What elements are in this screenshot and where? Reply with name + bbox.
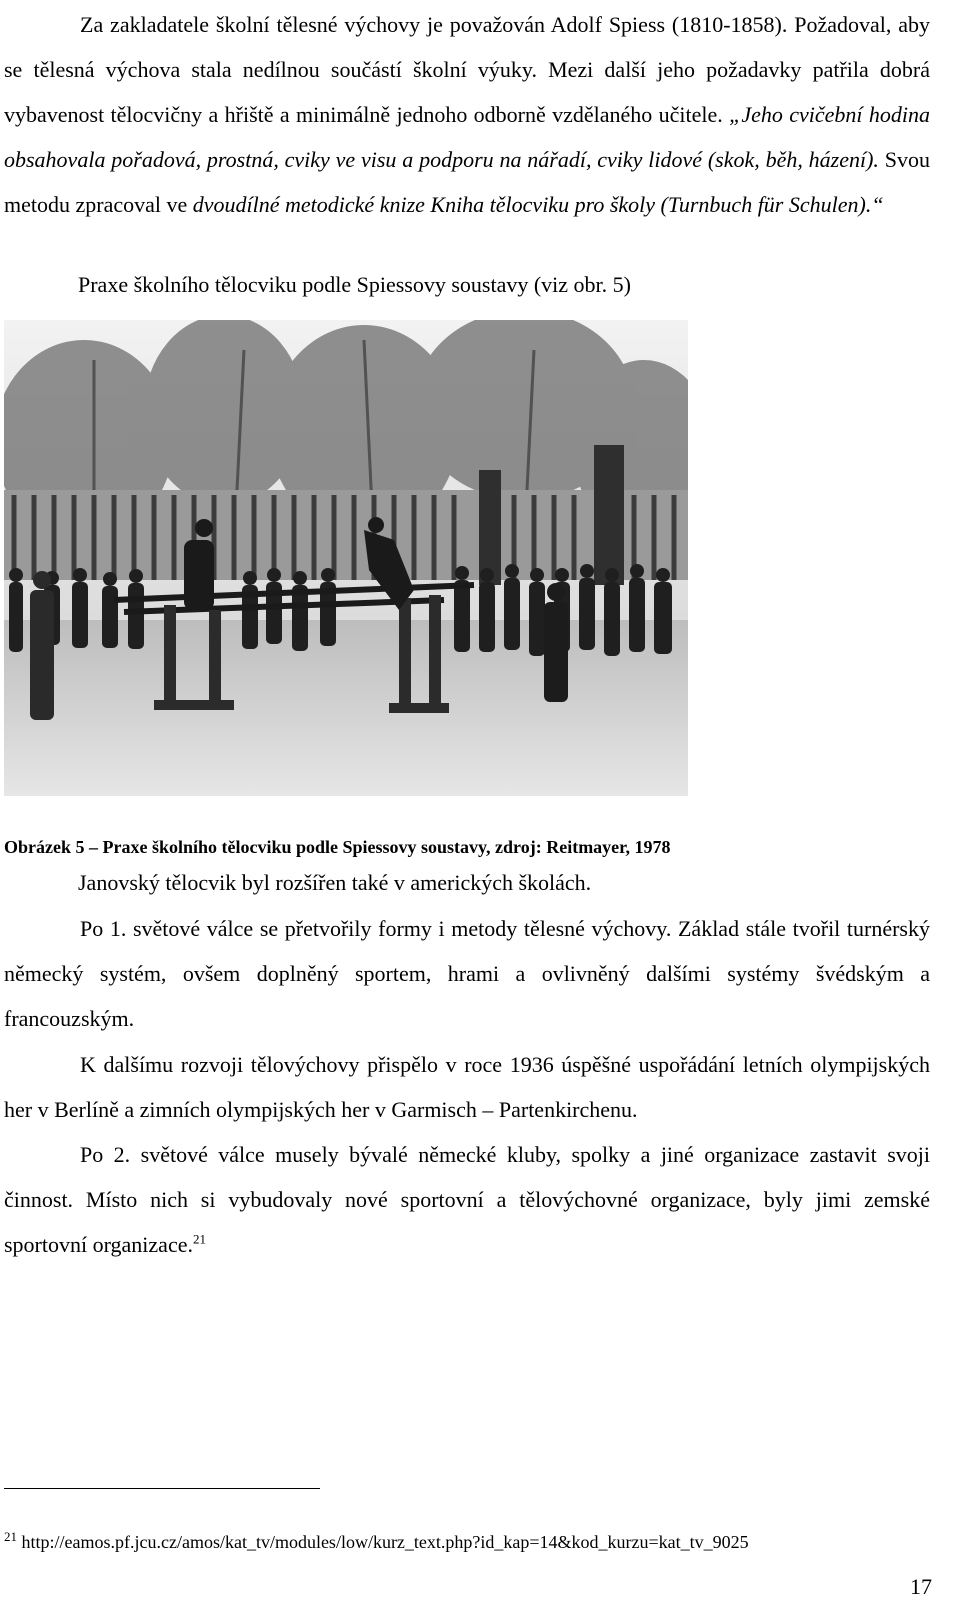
paragraph-olympics: K dalšímu rozvoji tělovýchovy přispělo v roce 1936 úspěšné uspořádání letních olympijských her v Berlíně a zimních olympijských her v Garmisch – Partenkirchenu. [4,1052,930,1122]
footnote-reference[interactable]: 21 [192,1231,206,1247]
paragraph-spiess-text: Za zakladatele školní tělesné výchovy je považován Adolf Spiess (1810-1858). Požadoval, aby se tělesná výchova stala nedílnou součástí školní výuky. Mezi další jeho požadavky patřila dobrá vybavenost tělocvičny a hřiště a minimálně jednoho odborně vzdělaného učitele. [4,12,930,127]
footnote-separator [4,1488,320,1489]
page-number: 17 [910,1574,932,1599]
paragraph-janovsky: Janovský tělocvik byl rozšířen také v amerických školách. [78,870,592,895]
quote-text: „Jeho cvičební hodina obsahovala pořadová, prostná, cviky ve visu a podporu na nářadí, cviky lidové (skok, běh, házení). [4,102,930,172]
figure-photo [4,320,688,796]
paragraph-spiess [4,2,930,227]
figure-caption: Obrázek 5 – Praxe školního tělocviku podle Spiessovy soustavy, zdroj: Reitmayer, 1978 [4,837,671,857]
gymnastics-photo-illustration [4,320,688,796]
footnote [4,1530,749,1554]
paragraph-ww2-text: Po 2. světové válce musely bývalé německé kluby, spolky a jiné organizace zastavit svoji činnost. Místo nich si vybudovaly nové sportovní a tělovýchovné organizace, byly jimi zemské sportovní organizace. [4,1142,930,1257]
paragraph-ww1: Po 1. světové válce se přetvořily formy i metody tělesné výchovy. Základ stále tvořil turnérský německý systém, ovšem doplněný sportem, hrami a ovlivněný dalšími systémy švédským a francouzským. [4,916,930,1031]
figure-intro: Praxe školního tělocviku podle Spiessovy soustavy (viz obr. 5) [78,272,631,297]
paragraph-spiess-text-b: Svou metodu zpracoval ve [4,147,930,217]
footnote-link[interactable]: http://eamos.pf.jcu.cz/amos/kat_tv/modules/low/kurz_text.php?id_kap=14&kod_kurzu=kat_tv_9025 [17,1532,749,1552]
footnote-number: 21 [4,1529,17,1544]
book-title-quote: dvoudílné metodické knize Kniha tělocviku pro školy (Turnbuch für Schulen).“ [192,192,884,217]
paragraph-ww2 [4,1132,930,1267]
